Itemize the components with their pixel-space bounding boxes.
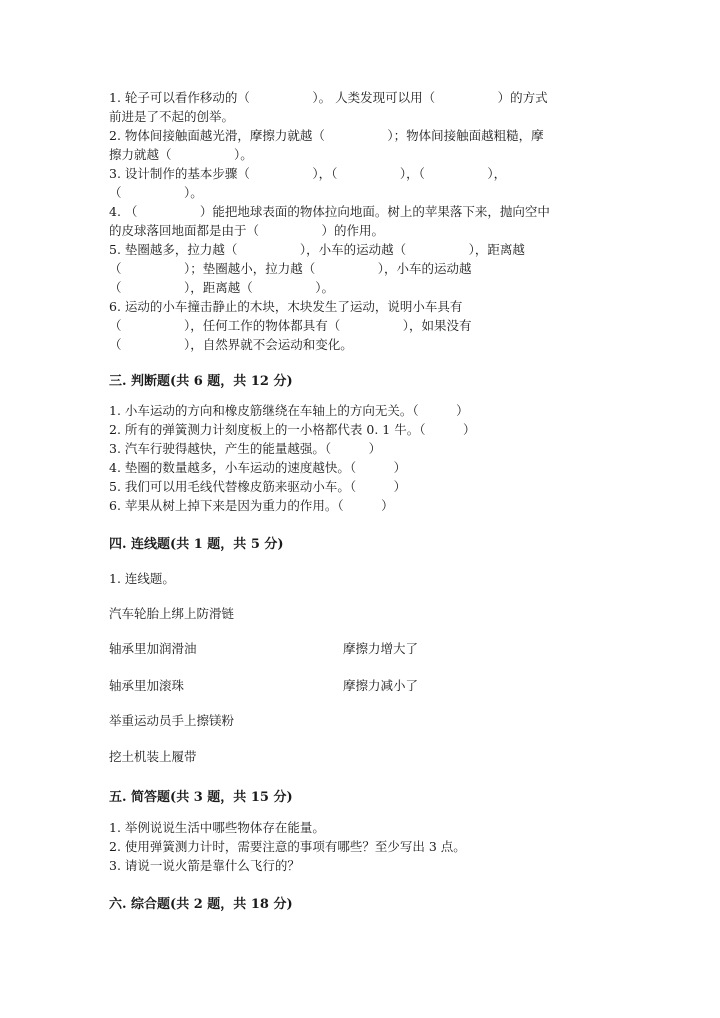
matching-question: 1. 连线题。 xyxy=(109,571,175,586)
matching-left-item: 轴承里加润滑油 xyxy=(109,641,197,656)
fill-line: 5. 垫圈越多，拉力越（ ），小车的运动越（ ），距离越 xyxy=(109,242,525,257)
fill-line: 2. 物体间接触面越光滑，摩擦力就越（ ）；物体间接触面越粗糙，摩 xyxy=(109,128,544,143)
matching-left-item: 挖土机装上履带 xyxy=(109,749,197,764)
fill-line: （ ）；垫圈越小，拉力越（ ），小车的运动越 xyxy=(109,261,472,276)
section-heading-matching: 四. 连线题(共 1 题，共 5 分) xyxy=(109,537,284,552)
judgement-item: 2. 所有的弹簧测力计刻度板上的一小格都代表 0. 1 牛。（ ） xyxy=(109,422,476,437)
short-answer-item: 2. 使用弹簧测力计时，需要注意的事项有哪些？至少写出 3 点。 xyxy=(109,839,466,854)
matching-right-item: 摩擦力减小了 xyxy=(343,678,419,693)
fill-line: 前进是了不起的创举。 xyxy=(109,109,235,124)
fill-line: （ ）。 xyxy=(109,185,203,200)
matching-left-item: 汽车轮胎上绑上防滑链 xyxy=(109,606,235,621)
judgement-item: 1. 小车运动的方向和橡皮筋继绕在车轴上的方向无关。（ ） xyxy=(109,403,469,418)
judgement-item: 6. 苹果从树上掉下来是因为重力的作用。（ ） xyxy=(109,498,394,513)
short-answer-questions xyxy=(109,818,614,875)
short-answer-item: 3. 请说一说火箭是靠什么飞行的？ xyxy=(109,858,300,873)
judgement-item: 3. 汽车行驶得越快，产生的能量越强。（ ） xyxy=(109,441,382,456)
matching-left-item: 轴承里加滚珠 xyxy=(109,678,185,693)
fill-line: （ ），距离越（ ）。 xyxy=(109,280,335,295)
section-heading-judgement: 三. 判断题(共 6 题，共 12 分) xyxy=(109,374,293,389)
matching-left-item: 举重运动员手上擦镁粉 xyxy=(109,713,235,728)
judgement-item: 5. 我们可以用毛线代替橡皮筋来驱动小车。（ ） xyxy=(109,479,407,494)
section-heading-short-answer: 五. 简答题(共 3 题，共 15 分) xyxy=(109,790,293,805)
fill-line: 1. 轮子可以看作移动的（ ）。 人类发现可以用（ ）的方式 xyxy=(109,90,548,105)
fill-line: 的皮球落回地面都是由于（ ）的作用。 xyxy=(109,223,385,238)
fill-line: （ ），自然界就不会运动和变化。 xyxy=(109,337,353,352)
fill-in-questions xyxy=(109,88,614,354)
short-answer-item: 1. 举例说说生活中哪些物体存在能量。 xyxy=(109,820,325,835)
fill-line: （ ），任何工作的物体都具有（ ），如果没有 xyxy=(109,318,472,333)
matching-right-item: 摩擦力增大了 xyxy=(343,641,419,656)
fill-line: 6. 运动的小车撞击静止的木块，木块发生了运动，说明小车具有 xyxy=(109,299,463,314)
fill-line: 4. （ ）能把地球表面的物体拉向地面。树上的苹果落下来，抛向空中 xyxy=(109,204,550,219)
fill-line: 擦力就越（ ）。 xyxy=(109,147,253,162)
judgement-questions xyxy=(109,401,614,515)
judgement-item: 4. 垫圈的数量越多，小车运动的速度越快。（ ） xyxy=(109,460,407,475)
fill-line: 3. 设计制作的基本步骤（ ），（ ），（ ）， xyxy=(109,166,507,181)
section-heading-comprehensive: 六. 综合题(共 2 题，共 18 分) xyxy=(109,897,293,912)
